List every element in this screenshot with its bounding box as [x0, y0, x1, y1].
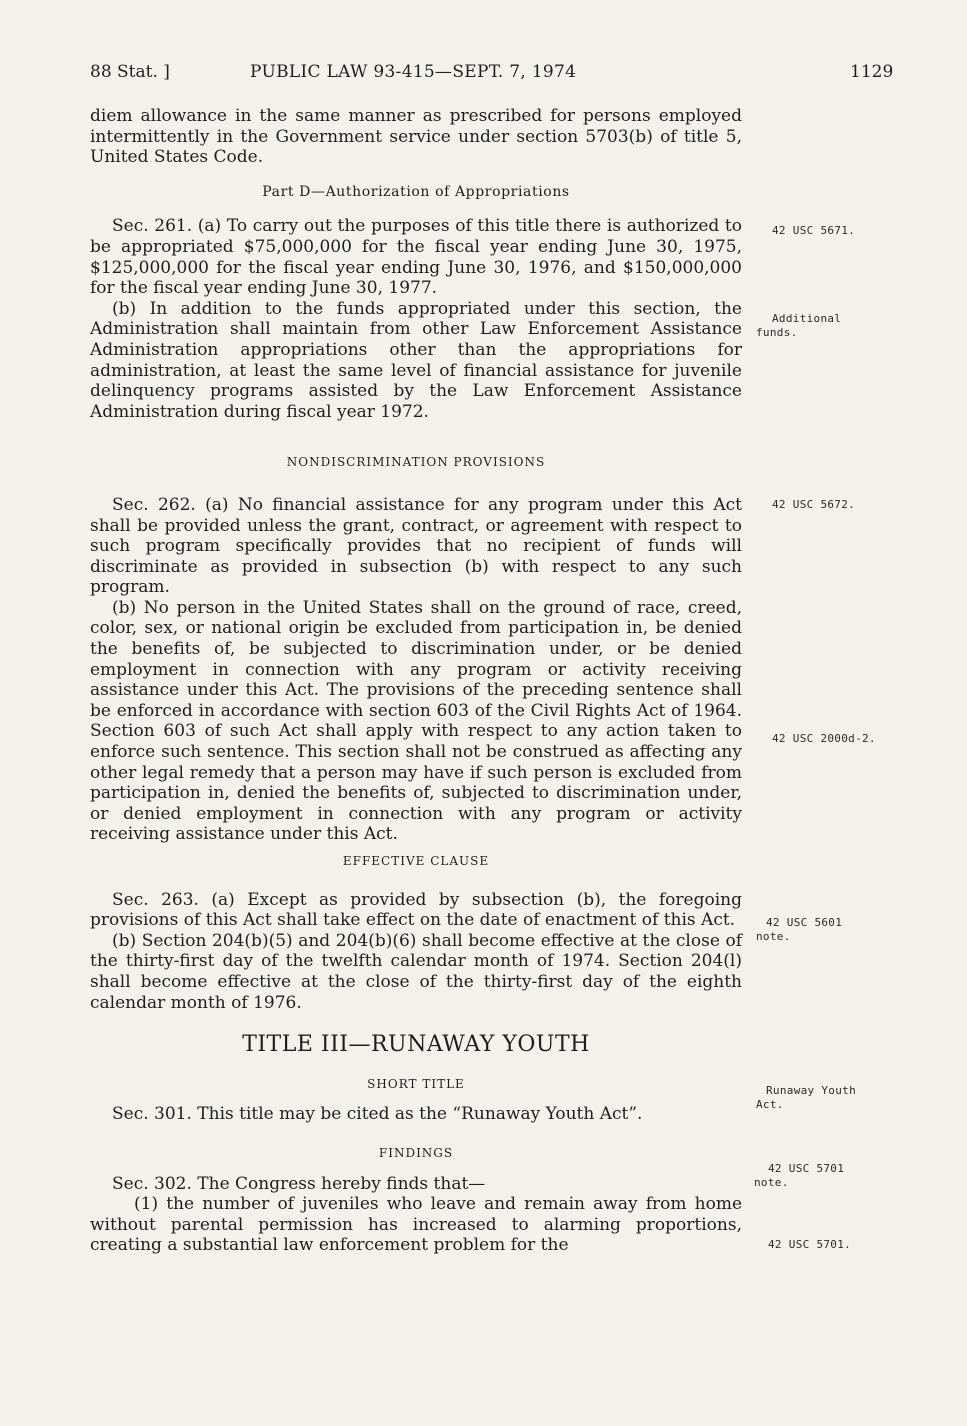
margin-note-runaway-youth-act	[756, 1084, 856, 1112]
margin-note-text: 42 USC 5672.	[772, 498, 856, 511]
margin-note-42-usc-2000d-2	[772, 732, 876, 746]
section-263-a: Sec. 263. (a) Except as provided by subsection (b), the foregoing provisions of this Act shall take effect on the date of enactment of this Act.	[90, 889, 742, 931]
short-title-heading: SHORT TITLE	[367, 1076, 465, 1091]
margin-note-text: 42 USC 5601	[766, 916, 843, 929]
page-body	[90, 106, 742, 1256]
section-302-1: (1) the number of juveniles who leave and remain away from home without parental permission has increased to alarming proportions, creating a substantial law enforcement problem for the	[90, 1194, 742, 1256]
law-title: PUBLIC LAW 93-415—SEPT. 7, 1974	[250, 62, 577, 82]
running-header	[90, 62, 894, 88]
margin-note-text: funds.	[756, 326, 798, 339]
margin-note-text: Act.	[756, 1098, 784, 1111]
section-301: Sec. 301. This title may be cited as the “Runaway Youth Act”.	[112, 1104, 643, 1125]
margin-note-text: note.	[754, 1176, 789, 1189]
title-iii-heading: TITLE III—RUNAWAY YOUTH	[242, 1032, 590, 1058]
findings-heading: FINDINGS	[378, 1145, 454, 1160]
section-261-b: (b) In addition to the funds appropriated under this section, the Administration shall maintain from other Law Enforcement Assistance Administration appropriations other than the appropriations for administration, at least the same level of financial assistance for juvenile delinquency programs assisted by the Law Enforcement Assistance Administration during fiscal year 1972.	[90, 298, 742, 422]
section-261-a: Sec. 261. (a) To carry out the purposes of this title there is authorized to be appropriated $75,000,000 for the fiscal year ending June 30, 1975, $125,000,000 for the fiscal year ending June 30, 1976, and $150,000,000 for the fiscal year ending June 30, 1977.	[90, 216, 742, 299]
margin-note-42-usc-5701-note	[754, 1162, 844, 1190]
margin-note-42-usc-5601-note	[756, 916, 842, 944]
part-d-heading: Part D—Authorization of Appropriations	[262, 183, 570, 200]
section-262-a: Sec. 262. (a) No financial assistance for any program under this Act shall be provided unless the grant, contract, or agreement with respect to such program specifically provides that no recipient of funds will discriminate as provided in subsection (b) with respect to any such program.	[90, 494, 742, 598]
margin-note-text: Runaway Youth	[766, 1084, 856, 1097]
section-302: Sec. 302. The Congress hereby finds that—	[112, 1173, 486, 1194]
page-number: 1129	[850, 62, 894, 82]
nondiscrimination-heading: NONDISCRIMINATION PROVISIONS	[286, 455, 546, 470]
margin-note-text: Additional	[772, 312, 842, 325]
margin-note-additional-funds	[756, 312, 841, 340]
margin-note-text: note.	[756, 930, 791, 943]
margin-note-text: 42 USC 2000d-2.	[772, 732, 876, 745]
margin-note-text: 42 USC 5671.	[772, 224, 856, 237]
paragraph-diem-allowance: diem allowance in the same manner as prescribed for persons employed intermittently in the Government service under section 5703(b) of title 5, United States Code.	[90, 106, 742, 168]
margin-note-42-usc-5672	[772, 498, 855, 512]
section-262-b: (b) No person in the United States shall on the ground of race, creed, color, sex, or national origin be excluded from participation in, be denied the benefits of, be subjected to discrimination under, or be denied employment in connection with any program or activity receiving assistance under this Act. The provisions of the preceding sentence shall be enforced in accordance with section 603 of the Civil Rights Act of 1964. Section 603 of such Act shall apply with respect to any action taken to enforce such sentence. This section shall not be construed as affecting any other legal remedy that a person may have if such person is excluded from participation in, denied the benefits of, subjected to discrimination under, or denied employment in connection with any program or activity receiving assistance under this Act.	[90, 597, 742, 845]
margin-note-text: 42 USC 5701	[768, 1162, 845, 1175]
margin-note-42-usc-5671	[772, 224, 855, 238]
margin-note-42-usc-5701	[768, 1238, 851, 1252]
margin-note-text: 42 USC 5701.	[768, 1238, 852, 1251]
statute-reference: 88 Stat. ]	[90, 62, 170, 82]
effective-clause-heading: EFFECTIVE CLAUSE	[342, 854, 490, 868]
section-263-b: (b) Section 204(b)(5) and 204(b)(6) shall become effective at the close of the thirty-first day of the twelfth calendar month of 1974. Section 204(l) shall become effective at the close of the thirty-first day of the eighth calendar month of 1976.	[90, 930, 742, 1013]
